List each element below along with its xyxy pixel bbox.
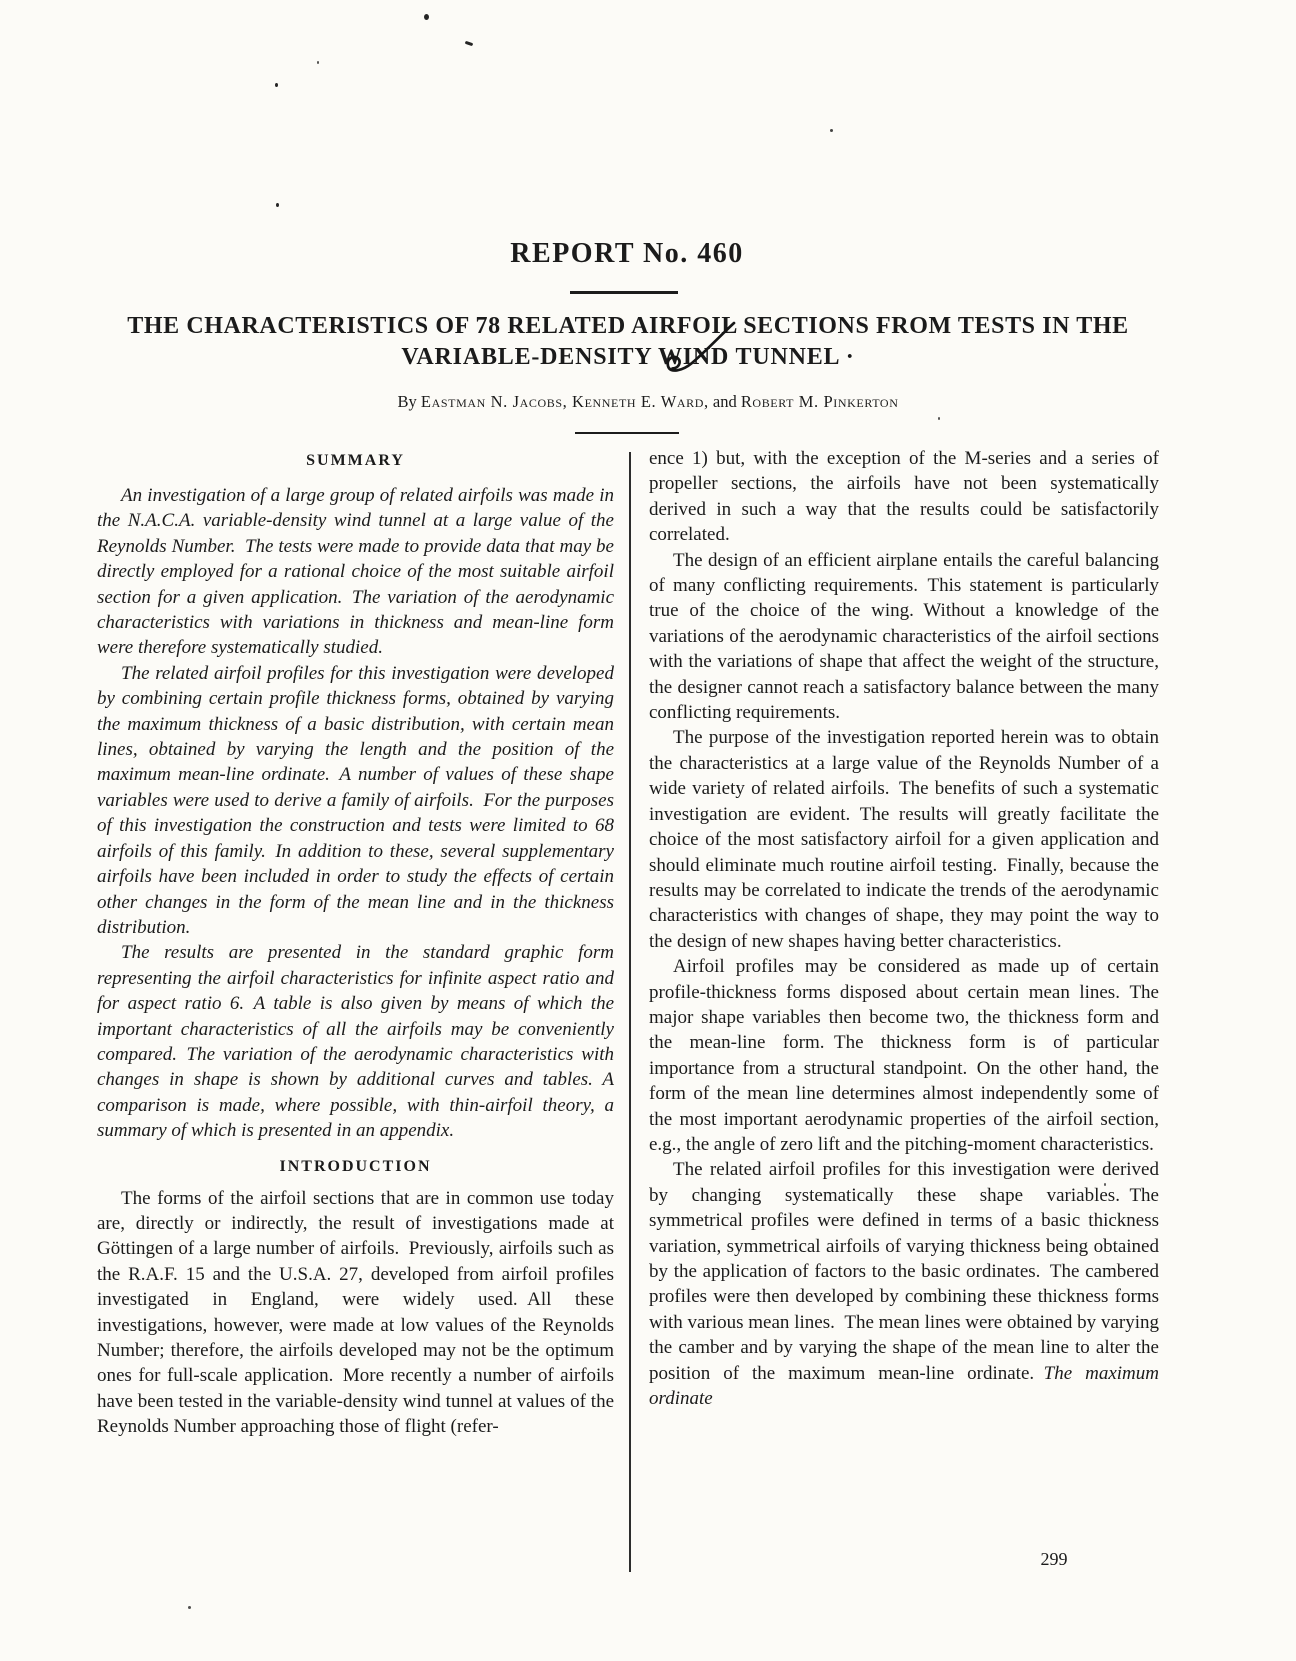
paragraph — [649, 548, 1159, 726]
paragraph — [97, 661, 614, 940]
report-title-line-1: THE CHARACTERISTICS OF 78 RELATED AIRFOIL SECTIONS FROM TESTS IN THE — [127, 313, 1129, 339]
paragraph — [649, 725, 1159, 954]
report-number-heading: REPORT No. 460 — [510, 238, 744, 269]
paragraph — [97, 940, 614, 1143]
text-run: The related airfoil profiles for this investigation were developed by combining certain profile thickness forms, obtained by varying the maximum thickness of a basic distribution, with certain mean lines, obtained by varying the length and the position of the maximum mean-line ordinate. A number of values of these shape variables were used to derive a family of airfoils. For the purposes of this investigation the construction and tests were limited to 68 airfoils of this family. In addition to these, several supplementary airfoils have been included in order to study the effects of certain other changes in the form of the mean line and in the thickness distribution. — [97, 662, 614, 938]
smallcaps-text-run: Robert M. Pinkerton — [740, 392, 899, 411]
report-title-line-2: VARIABLE-DENSITY WIND TUNNEL · — [401, 344, 855, 370]
scan-speck — [276, 203, 279, 207]
right-column — [649, 446, 1159, 1411]
italic-text-run: The maximum ordinate — [649, 1362, 1159, 1410]
paragraph — [649, 1157, 1159, 1411]
paragraph — [97, 1186, 614, 1440]
scan-speck — [938, 417, 940, 420]
scan-speck — [830, 129, 833, 132]
text-run: ence 1) but, with the exception of the M-series and a series of propeller sections, the airfoils have not been systematically derived in such a way that the results could be satisfactorily correlated. — [649, 448, 1159, 546]
paragraph — [97, 483, 614, 661]
text-run: Airfoil profiles may be considered as made up of certain profile-thickness forms disposed about certain mean lines. The major shape variables then become two, the thickness form and the mean-line form. The thickness form is of particular importance from a structural standpoint. On the other hand, the form of the mean line determines almost independently some of the most important aerodynamic properties of the airfoil section, e.g., the angle of zero lift and the pitching-moment characteristics. — [649, 956, 1159, 1155]
text-run: The results are presented in the standard graphic form representing the airfoil characteristics for infinite aspect ratio and for aspect ratio 6. A table is also given by means of which the important characteristics of all the airfoils may be conveniently compared. The variation of the aerodynamic characteristics with changes in shape is shown by additional curves and tables. A comparison is made, where possible, with thin-airfoil theory, a summary of which is presented in an appendix. — [97, 942, 614, 1142]
text-run: By — [397, 392, 421, 411]
byline — [0, 392, 1296, 412]
left-column — [97, 452, 614, 1440]
page-number: 299 — [1040, 1549, 1068, 1569]
right-column-paragraphs — [649, 446, 1159, 1411]
text-run: and — [708, 392, 741, 411]
summary-paragraphs — [97, 483, 614, 1144]
scan-speck — [317, 61, 319, 64]
smallcaps-text-run: Eastman N. Jacobs, Kenneth E. Ward, — [420, 392, 709, 411]
text-run: The purpose of the investigation reported herein was to obtain the characteristics at a large value of the Reynolds Number of a wide variety of related airfoils. The benefits of such a systematic investigation are evident. The results will greatly facilitate the choice of the most satisfactory airfoil for a given application and should eliminate much routine airfoil testing. Finally, because the results may be correlated to indicate the trends of the aerodynamic characteristics with changes of shape, they may point the way to the design of new shapes having better characteristics. — [649, 727, 1159, 952]
paragraph — [0, 392, 1296, 412]
summary-heading: SUMMARY — [306, 452, 405, 469]
text-run: The forms of the airfoil sections that are in common use today are, directly or indirectly, the result of investigations made at Göttingen of a large number of airfoils. Previously, airfoils such as the R.A.F. 15 and the U.S.A. 27, developed from airfoil profiles investigated in England, were widely used. All these investigations, however, were made at low values of the Reynolds Number; therefore, the airfoils developed may not be the optimum ones for full-scale application. More recently a number of airfoils have been tested in the variable-density wind tunnel at values of the Reynolds Number approaching those of flight (refer- — [97, 1187, 614, 1438]
scan-speck — [424, 14, 429, 20]
scan-speck — [188, 1606, 191, 1609]
paragraph — [649, 954, 1159, 1157]
scan-speck — [275, 83, 278, 87]
text-run: The related airfoil profiles for this investigation were derived by changing systematically these shape variables. The symmetrical profiles were defined in terms of a basic thickness variation, symmetrical airfoils of varying thickness being obtained by the application of factors to the basic ordinates. The cambered profiles were then developed by combining these thickness forms with various mean lines. The mean lines were obtained by varying the camber and by varying the shape of the mean line to alter the position of the maximum mean-line ordinate. — [649, 1159, 1159, 1384]
text-run: The design of an efficient airplane entails the careful balancing of many conflicting requirements. This statement is particularly true of the choice of the wing. Without a knowledge of the variations of the aerodynamic characteristics of the airfoil sections with the variations of shape that affect the weight of the structure, the designer cannot reach a satisfactory balance between the many conflicting requirements. — [649, 549, 1159, 724]
paragraph — [649, 446, 1159, 548]
introduction-heading: INTRODUCTION — [279, 1157, 432, 1175]
introduction-paragraphs — [97, 1186, 614, 1440]
byline-rule — [575, 432, 679, 434]
scan-speck — [465, 41, 474, 46]
header-rule — [570, 291, 678, 294]
text-run: An investigation of a large group of related airfoils was made in the N.A.C.A. variable-density wind tunnel at a large value of the Reynolds Number. The tests were made to provide data that may be directly employed for a rational choice of the most suitable airfoil section for a given application. The variation of the aerodynamic characteristics with variations in thickness and mean-line form were therefore systematically studied. — [97, 485, 614, 659]
column-divider-rule — [629, 452, 631, 1572]
